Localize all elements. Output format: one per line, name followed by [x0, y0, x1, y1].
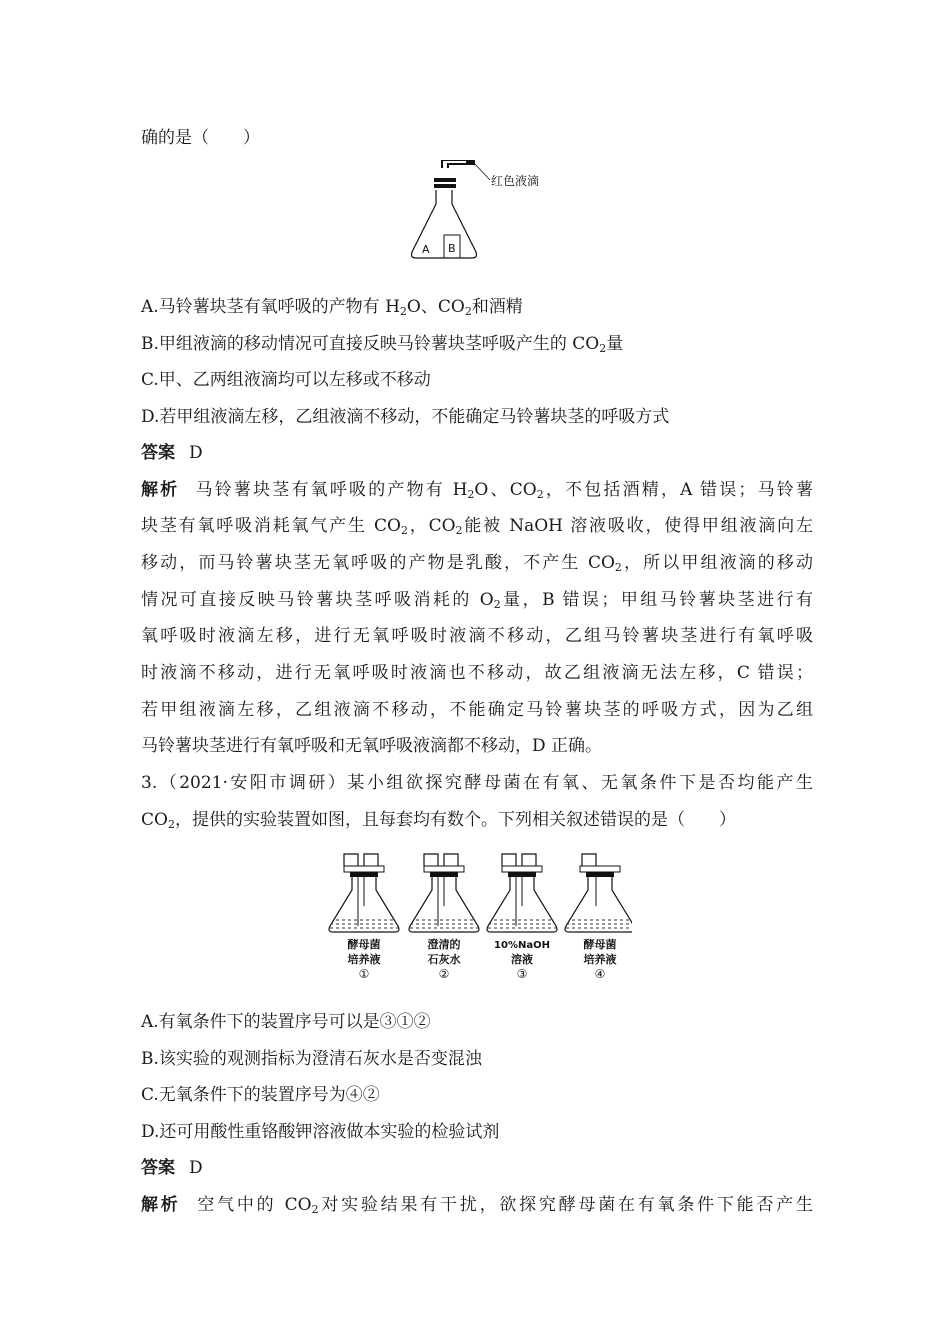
- q3-stem-line-1: 3.（2021·安阳市调研）某小组欲探究酵母菌在有氧、无氧条件下是否均能产生: [141, 773, 813, 793]
- q2-stem-tail: 确的是（ ）: [141, 128, 260, 148]
- q3-stem-line-2: $CO_2$，提供的实验装置如图，且每套均有数个。下列相关叙述错误的是（ ）: [141, 810, 736, 831]
- flask-3: [487, 854, 557, 981]
- label-b: B: [448, 242, 456, 255]
- svg-text:培养液: 培养液: [347, 953, 381, 966]
- q3-answer: 答案 D: [141, 1158, 203, 1178]
- svg-text:培养液: 培养液: [583, 953, 617, 966]
- flask-2: [409, 854, 479, 981]
- q3-option-a: A.有氧条件下的装置序号可以是③①②: [141, 1012, 431, 1032]
- flask-1: [329, 854, 399, 981]
- q3-analysis-line-1: 解析 空气中的 $CO_2$对实验结果有干扰，欲探究酵母菌在有氧条件下能否产生: [141, 1195, 814, 1216]
- q2-analysis-line-2: 块茎有氧呼吸消耗氧气产生 $CO_2$，$CO_2$能被 NaOH 溶液吸收，使得甲组液滴向左: [141, 516, 813, 537]
- svg-text:澄清的: 澄清的: [427, 938, 461, 951]
- svg-text:溶液: 溶液: [511, 953, 533, 966]
- q3-option-c: C.无氧条件下的装置序号为④②: [141, 1085, 380, 1105]
- q2-analysis-line-5: 氧呼吸时液滴左移，进行无氧呼吸时液滴不移动，乙组马铃薯块茎进行有氧呼吸: [141, 626, 813, 646]
- svg-text:10%NaOH: 10%NaOH: [494, 940, 550, 951]
- svg-text:石灰水: 石灰水: [427, 953, 461, 966]
- q2-analysis-line-4: 情况可直接反映马铃薯块茎呼吸消耗的 $O_2$量，B 错误；甲组马铃薯块茎进行有: [141, 590, 813, 611]
- svg-text:③: ③: [516, 967, 528, 981]
- svg-text:②: ②: [438, 967, 450, 981]
- q2-flask-figure: [404, 160, 554, 266]
- q3-option-d: D.还可用酸性重铬酸钾溶液做本实验的检验试剂: [141, 1122, 500, 1142]
- q2-option-b: B.甲组液滴的移动情况可直接反映马铃薯块茎呼吸产生的 $CO_2$量: [141, 334, 624, 355]
- q2-answer: 答案 D: [141, 443, 203, 463]
- q2-analysis-line-6: 时液滴不移动，进行无氧呼吸时液滴也不移动，故乙组液滴无法左移，C 错误；: [141, 663, 813, 683]
- q2-analysis-line-8: 马铃薯块茎进行有氧呼吸和无氧呼吸液滴都不移动，D 正确。: [141, 736, 603, 756]
- svg-text:①: ①: [358, 967, 370, 981]
- q3-apparatus-figure: [322, 850, 632, 985]
- svg-text:酵母菌: 酵母菌: [347, 938, 381, 951]
- q2-option-c: C.甲、乙两组液滴均可以左移或不移动: [141, 370, 431, 390]
- q2-analysis-line-7: 若甲组液滴左移，乙组液滴不移动，不能确定马铃薯块茎的呼吸方式，因为乙组: [141, 700, 813, 720]
- q2-option-d: D.若甲组液滴左移，乙组液滴不移动，不能确定马铃薯块茎的呼吸方式: [141, 407, 670, 427]
- label-a: A: [422, 243, 430, 256]
- q2-option-a: A.马铃薯块茎有氧呼吸的产物有 $H_2O$、$CO_2$和酒精: [141, 297, 523, 318]
- q2-analysis-line-3: 移动，而马铃薯块茎无氧呼吸的产物是乳酸，不产生 $CO_2$，所以甲组液滴的移动: [141, 553, 813, 574]
- svg-text:④: ④: [594, 967, 606, 981]
- q3-option-b: B.该实验的观测指标为澄清石灰水是否变混浊: [141, 1049, 482, 1069]
- red-droplet-marker: [466, 160, 475, 165]
- svg-text:酵母菌: 酵母菌: [583, 938, 617, 951]
- q2-analysis-line-1: 解析 马铃薯块茎有氧呼吸的产物有 $H_2O$、$CO_2$，不包括酒精，A 错误；马铃薯: [141, 480, 813, 501]
- red-droplet-label: 红色液滴: [491, 174, 540, 188]
- flask-4: [565, 854, 632, 981]
